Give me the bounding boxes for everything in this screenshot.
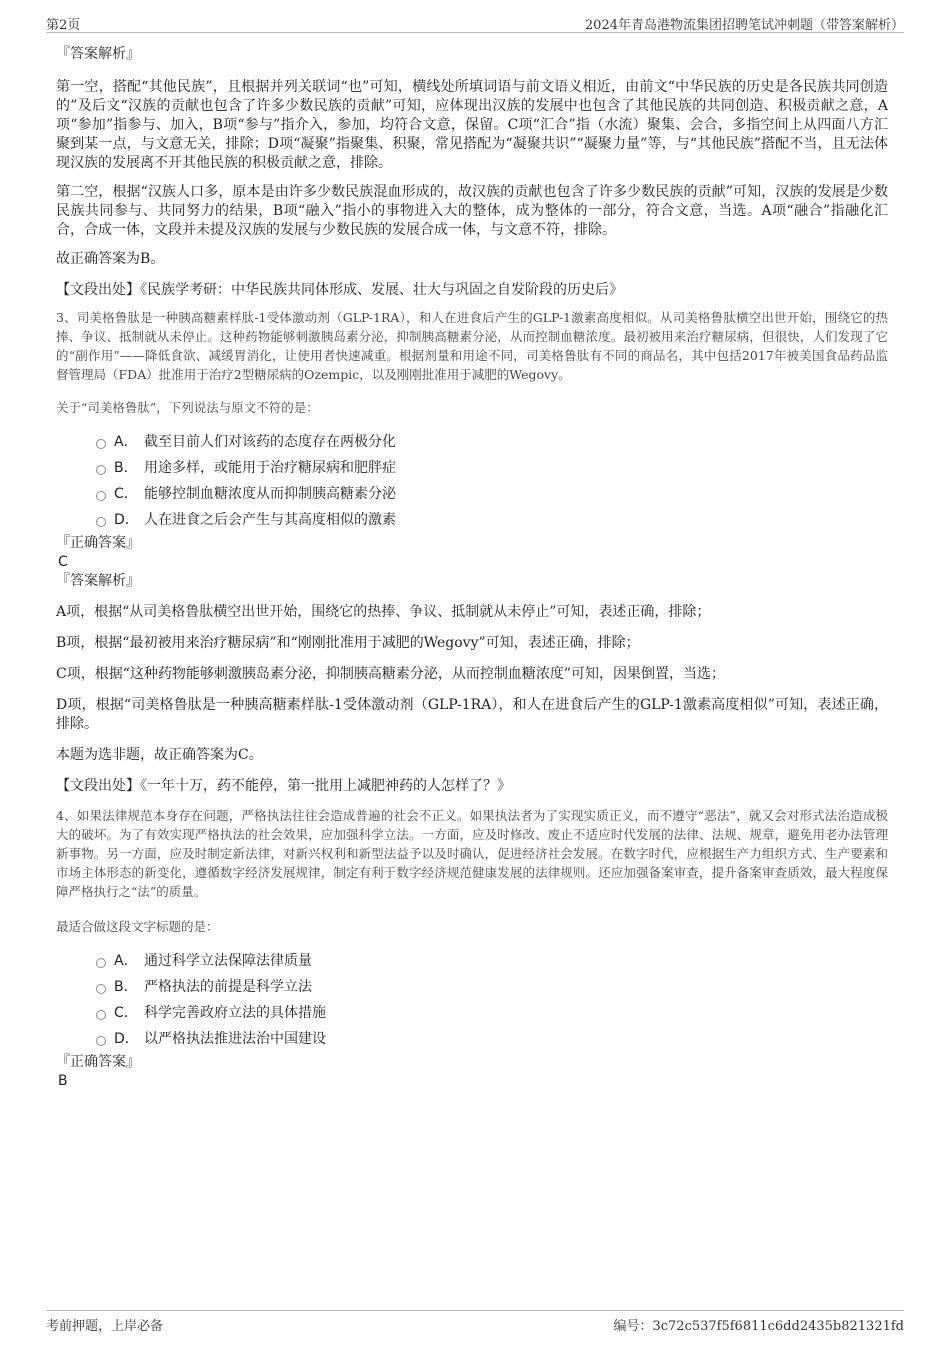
page-content xyxy=(56,44,888,1090)
q4-option-c[interactable]: C． 科学完善政府立法的具体措施 xyxy=(56,1000,888,1026)
q3-source: 【文段出处】《一年十万，药不能停，第一批用上减肥神药的人怎样了？》 xyxy=(56,778,511,794)
radio-icon[interactable] xyxy=(96,491,106,501)
radio-icon[interactable] xyxy=(96,465,106,475)
q3-passage: 3、司美格鲁肽是一种胰高糖素样肽-1受体激动剂（GLP-1RA），和人在进食后产生的GLP-1激素高度相似。从司美格鲁肽横空出世开始，围绕它的热捧、争议、抵制就从未停止。这种药物能够刺激胰岛素分泌，抑制胰高糖素分泌，从而控制血糖浓度。最初被用来治疗糖尿病，但很快，人们发现了它的“副作用”——降低食欲、减缓胃消化，让使用者快速减重。根据剂量和用途不同，司美格鲁肽有不同的商品名，其中包括2017年被美国食品药品监督管理局（FDA）批准用于治疗2型糖尿病的Ozempic，以及刚刚批准用于减肥的Wegovy。 xyxy=(56,310,888,382)
q3-analysis-d: D项，根据“司美格鲁肽是一种胰高糖素样肽-1受体激动剂（GLP-1RA），和人在进食后产生的GLP-1激素高度相似”可知，表述正确，排除。 xyxy=(56,697,888,732)
radio-icon[interactable] xyxy=(96,439,106,449)
radio-icon[interactable] xyxy=(96,517,106,527)
q3-analysis-c: C项，根据“这种药物能够刺激胰岛素分泌，抑制胰高糖素分泌，从而控制血糖浓度”可知，因果倒置，当选； xyxy=(56,666,726,682)
q3-analysis-label: 『答案解析』 xyxy=(56,573,140,589)
radio-icon[interactable] xyxy=(96,958,106,968)
q4-question: 最适合做这段文字标题的是： xyxy=(56,919,219,934)
q2-conclusion: 故正确答案为B。 xyxy=(56,251,165,267)
q2-source: 【文段出处】《民族学考研：中华民族共同体形成、发展、壮大与巩固之自发阶段的历史后》 xyxy=(56,282,623,298)
q2-analysis-paragraph-1: 第一空，搭配“其他民族”，且根据并列关联词“也”可知，横线处所填词语与前文语义相近，由前文“中华民族的历史是各民族共同创造的”及后文“汉族的贡献也包含了许多少数民族的贡献”可知，应体现出汉族的发展中也包含了其他民族的共同创造、积极贡献之意，A项“参加”指参与、加入，B项“参与”指介入，参加，均符合文意，保留。C项“汇合”指（水流）聚集、会合，多指空间上从四面八方汇聚到某一点，与文意无关，排除；D项“凝聚”指聚集、积聚，常见搭配为“凝聚共识”“凝聚力量”等，与“其他民族”搭配不当，且无法体现汉族的发展离不开其他民族的积极贡献之意，排除。 xyxy=(56,79,888,171)
q3-conclusion: 本题为选非题，故正确答案为C。 xyxy=(56,747,263,763)
q3-answer: C xyxy=(58,554,68,570)
q3-analysis-b: B项，根据“最初被用来治疗糖尿病”和“刚刚批准用于减肥的Wegovy”可知，表述正确，排除； xyxy=(56,635,640,651)
q4-option-b[interactable]: B． 严格执法的前提是科学立法 xyxy=(56,974,888,1000)
q4-option-d[interactable]: D． 以严格执法推进法治中国建设 xyxy=(56,1026,888,1052)
document-title: 2024年青岛港物流集团招聘笔试冲刺题（带答案解析） xyxy=(584,18,904,33)
page-header xyxy=(46,12,904,33)
q3-answer-label: 『正确答案』 xyxy=(56,535,140,551)
q4-answer-label: 『正确答案』 xyxy=(56,1054,140,1070)
q3-option-b[interactable]: B． 用途多样，或能用于治疗糖尿病和肥胖症 xyxy=(56,455,888,481)
q4-options xyxy=(56,948,888,1052)
page-number: 第2页 xyxy=(46,18,81,33)
radio-icon[interactable] xyxy=(96,1010,106,1020)
footer-serial: 编号：3c72c537f5f6811c6dd2435b821321fd xyxy=(613,1319,904,1334)
q3-question: 关于“司美格鲁肽”，下列说法与原文不符的是： xyxy=(56,400,319,415)
q3-option-c[interactable]: C． 能够控制血糖浓度从而抑制胰高糖素分泌 xyxy=(56,481,888,507)
radio-icon[interactable] xyxy=(96,984,106,994)
q4-answer: B xyxy=(58,1073,68,1089)
q4-passage: 4、如果法律规范本身存在问题，严格执法往往会造成普遍的社会不正义。如果执法者为了实现实质正义，而不遵守“恶法”，就又会对形式法治造成极大的破坏。为了有效实现严格执法的社会效果，应加强科学立法。一方面，应及时修改、废止不适应时代发展的法律、法规、规章，避免用老办法管理新事物。另一方面，应及时制定新法律，对新兴权利和新型法益予以及时确认，促进经济社会发展。在数字时代，应根据生产力组织方式、生产要素和市场主体形态的新变化，遵循数字经济发展规律，制定有利于数字经济规范健康发展的法律规则。还应加强备案审查，提升备案审查质效，最大程度保障严格执行之“法”的质量。 xyxy=(56,808,888,899)
radio-icon[interactable] xyxy=(96,1036,106,1046)
q4-option-a[interactable]: A． 通过科学立法保障法律质量 xyxy=(56,948,888,974)
q2-analysis-paragraph-2: 第二空，根据“汉族人口多，原本是由许多少数民族混血形成的，故汉族的贡献也包含了许多少数民族的贡献”可知，汉族的发展是少数民族共同参与、共同努力的结果，B项“融入”指小的事物进入大的整体，成为整体的一部分，符合文意，当选。A项“融合”指融化汇合，合成一体，文段并未提及汉族的发展与少数民族的发展合成一体，与文意不符，排除。 xyxy=(56,184,888,238)
q3-option-d[interactable]: D． 人在进食之后会产生与其高度相似的激素 xyxy=(56,507,888,533)
page-footer xyxy=(46,1310,904,1335)
q2-analysis-label: 『答案解析』 xyxy=(56,46,140,62)
q3-options xyxy=(56,429,888,533)
q3-option-a[interactable]: A． 截至目前人们对该药的态度存在两极分化 xyxy=(56,429,888,455)
footer-slogan: 考前押题，上岸必备 xyxy=(46,1319,164,1334)
q3-analysis-a: A项，根据“从司美格鲁肽横空出世开始，围绕它的热捧、争议、抵制就从未停止”可知，表述正确，排除； xyxy=(56,604,711,620)
